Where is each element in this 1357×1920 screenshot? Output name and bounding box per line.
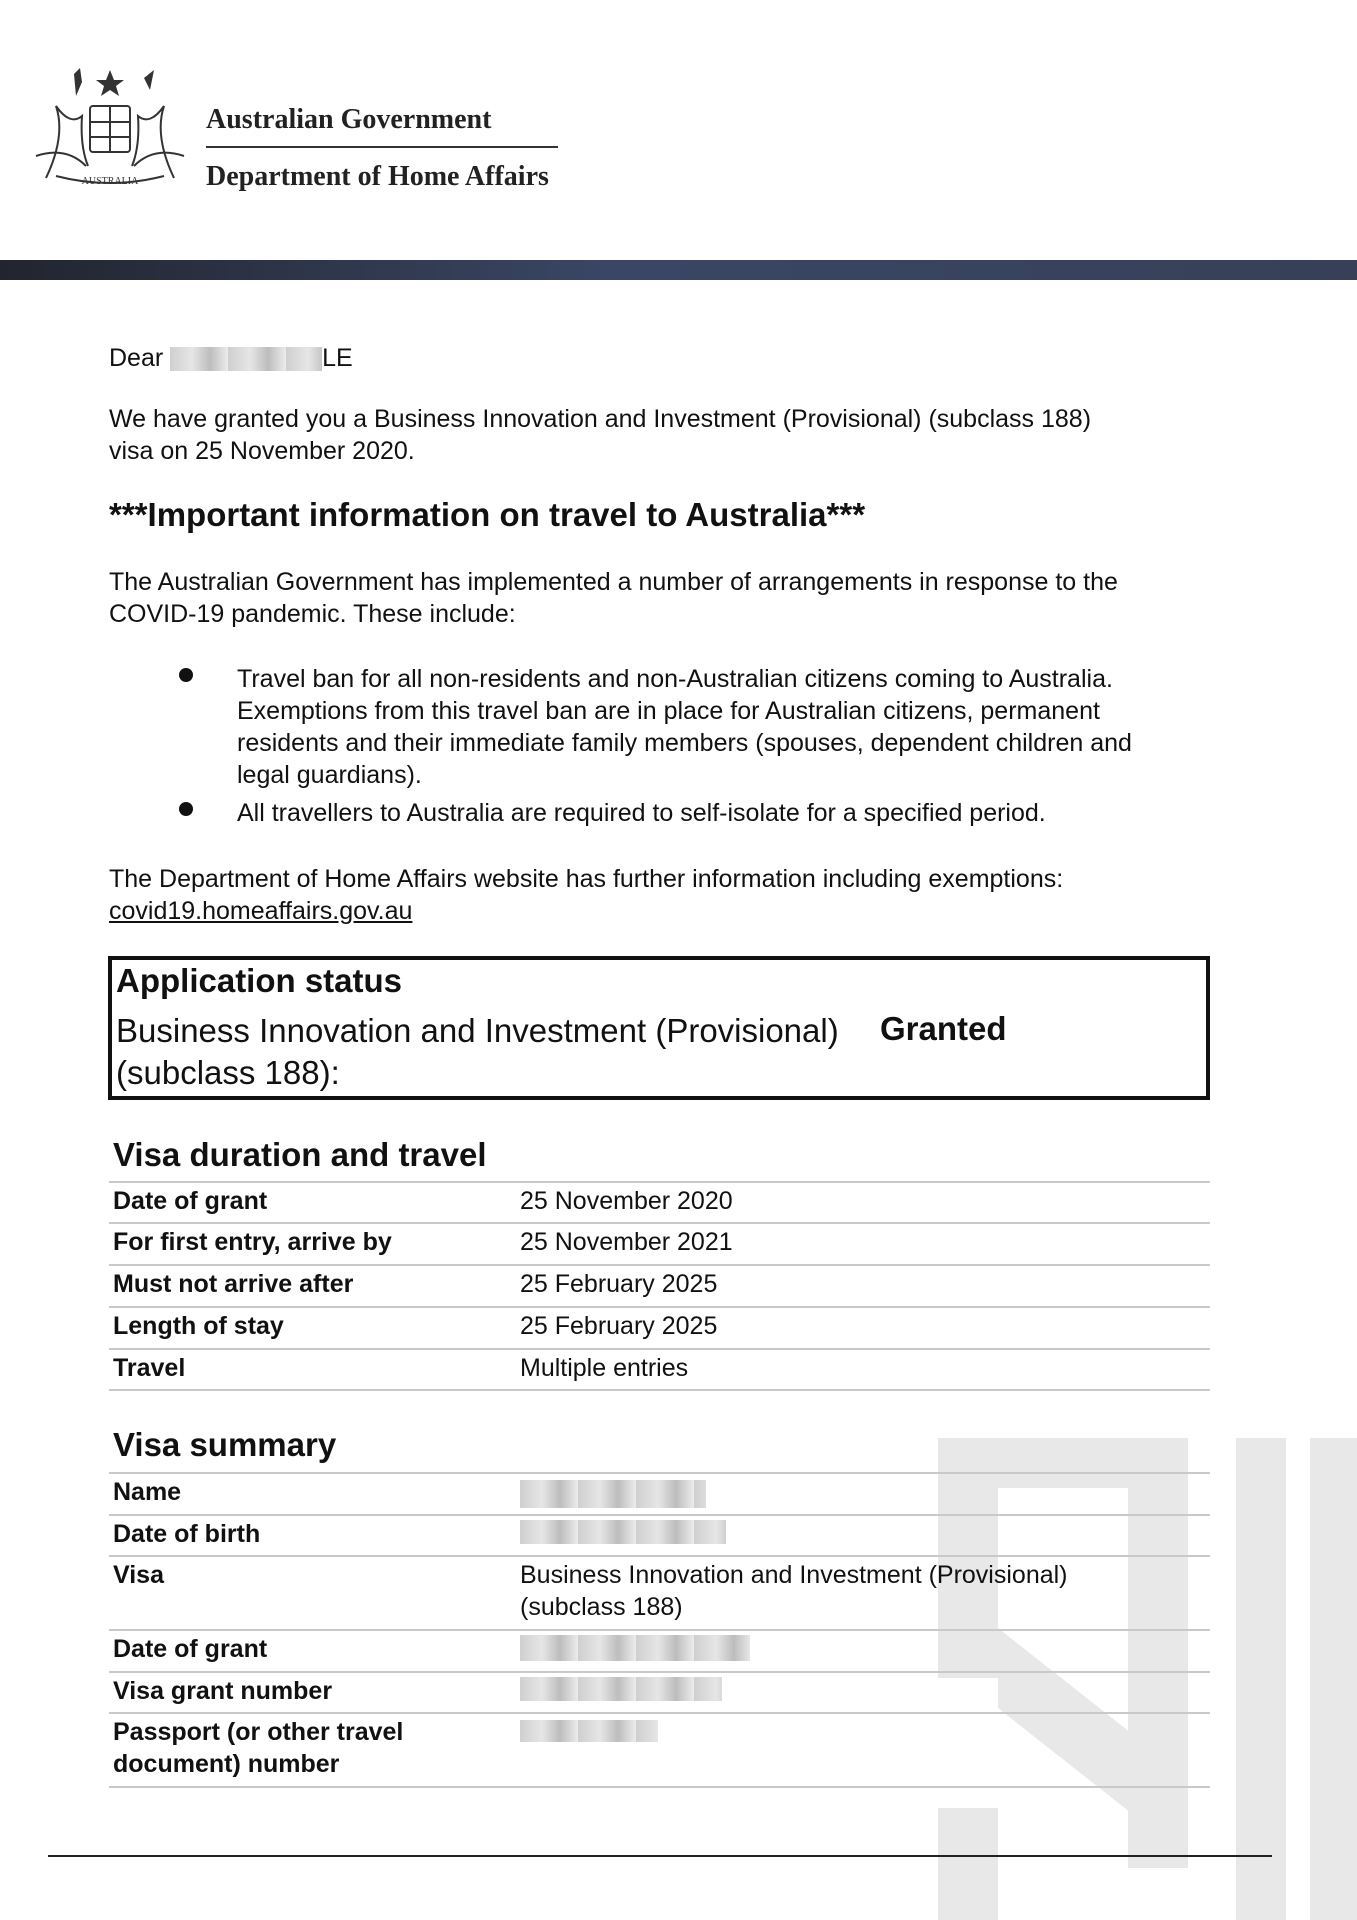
duration-row-value: 25 November 2021 bbox=[520, 1228, 733, 1256]
website-paragraph: The Department of Home Affairs website has further information including exemptions: bbox=[109, 865, 1064, 893]
table-rule bbox=[109, 1348, 1210, 1350]
status-value: Granted bbox=[880, 1010, 1007, 1047]
bullet-item-self-isolate bbox=[237, 797, 1237, 829]
duration-row-label: Length of stay bbox=[113, 1312, 284, 1340]
table-rule bbox=[109, 1555, 1210, 1557]
summary-visa-value bbox=[520, 1559, 1068, 1623]
summary-visa-line: (subclass 188) bbox=[520, 1593, 683, 1621]
duration-row-label: Date of grant bbox=[113, 1187, 268, 1215]
department-name: Department of Home Affairs bbox=[206, 161, 549, 192]
bullet-line: Travel ban for all non-residents and non-Australian citizens coming to Australia. bbox=[237, 665, 1113, 693]
duration-row-value: Multiple entries bbox=[520, 1354, 689, 1382]
bullet-line: legal guardians). bbox=[237, 761, 422, 789]
table-rule bbox=[109, 1222, 1210, 1224]
greeting-name-suffix: LE bbox=[322, 344, 353, 372]
header-band bbox=[0, 260, 1357, 280]
duration-row-value: 25 February 2025 bbox=[520, 1270, 718, 1298]
greeting-dear: Dear bbox=[109, 344, 164, 372]
status-visa-line: Business Innovation and Investment (Provisional) bbox=[116, 1012, 839, 1049]
summary-row-label: Visa grant number bbox=[113, 1677, 333, 1705]
greeting bbox=[109, 342, 353, 374]
duration-row-label: Must not arrive after bbox=[113, 1270, 354, 1298]
grant-paragraph-line-1: We have granted you a Business Innovation and Investment (Provisional) (subclass 188) bbox=[109, 405, 1092, 433]
table-rule bbox=[109, 1629, 1210, 1631]
bullet-item-travel-ban bbox=[237, 663, 1237, 791]
government-name: Australian Government bbox=[206, 104, 492, 135]
covid-website-link[interactable]: covid19.homeaffairs.gov.au bbox=[109, 897, 413, 925]
summary-row-label: Visa bbox=[113, 1561, 164, 1589]
footer-rule bbox=[48, 1855, 1272, 1857]
summary-row-label: Date of grant bbox=[113, 1635, 268, 1663]
redacted-name bbox=[170, 347, 322, 371]
table-rule bbox=[109, 1712, 1210, 1714]
status-visa-name bbox=[116, 1010, 839, 1094]
redacted-value bbox=[520, 1480, 706, 1508]
table-rule bbox=[109, 1181, 1210, 1183]
summary-label-line: Passport (or other travel bbox=[113, 1718, 404, 1746]
redacted-value bbox=[520, 1635, 750, 1661]
visa-summary-title: Visa summary bbox=[113, 1426, 337, 1463]
table-rule bbox=[109, 1514, 1210, 1516]
duration-row-value: 25 November 2020 bbox=[520, 1187, 733, 1215]
summary-row-label bbox=[113, 1716, 403, 1780]
bullet-line: Exemptions from this travel ban are in place for Australian citizens, permanent bbox=[237, 697, 1100, 725]
summary-row-label: Date of birth bbox=[113, 1520, 261, 1548]
watermark-logo bbox=[938, 1438, 1357, 1920]
table-rule bbox=[109, 1786, 1210, 1788]
crest-label: AUSTRALIA bbox=[81, 176, 139, 187]
grant-paragraph-line-2: visa on 25 November 2020. bbox=[109, 437, 415, 465]
status-visa-line: (subclass 188): bbox=[116, 1054, 340, 1091]
bullet-line: residents and their immediate family members (spouses, dependent children and bbox=[237, 729, 1132, 757]
summary-row-label: Name bbox=[113, 1478, 182, 1506]
bullet-line: All travellers to Australia are required to self-isolate for a specified period. bbox=[237, 799, 1046, 827]
table-rule bbox=[109, 1389, 1210, 1391]
redacted-value bbox=[520, 1520, 726, 1544]
bullet-dot bbox=[179, 668, 193, 682]
covid-paragraph-line-2: COVID-19 pandemic. These include: bbox=[109, 600, 516, 628]
duration-row-label: Travel bbox=[113, 1354, 186, 1382]
covid-paragraph-line-1: The Australian Government has implemented a number of arrangements in response to the bbox=[109, 568, 1118, 596]
bullet-dot bbox=[179, 802, 193, 816]
visa-duration-title: Visa duration and travel bbox=[113, 1136, 487, 1173]
coat-of-arms-icon bbox=[26, 66, 194, 196]
duration-row-label: For first entry, arrive by bbox=[113, 1228, 392, 1256]
summary-label-line: document) number bbox=[113, 1750, 340, 1778]
table-rule bbox=[109, 1264, 1210, 1266]
table-rule bbox=[109, 1306, 1210, 1308]
application-status-title: Application status bbox=[116, 962, 403, 999]
summary-visa-line: Business Innovation and Investment (Provisional) bbox=[520, 1561, 1068, 1589]
duration-row-value: 25 February 2025 bbox=[520, 1312, 718, 1340]
table-rule bbox=[109, 1472, 1210, 1474]
header-divider bbox=[206, 146, 558, 148]
redacted-value bbox=[520, 1720, 658, 1742]
table-rule bbox=[109, 1671, 1210, 1673]
important-heading: ***Important information on travel to Australia*** bbox=[109, 496, 866, 533]
redacted-value bbox=[520, 1677, 722, 1701]
